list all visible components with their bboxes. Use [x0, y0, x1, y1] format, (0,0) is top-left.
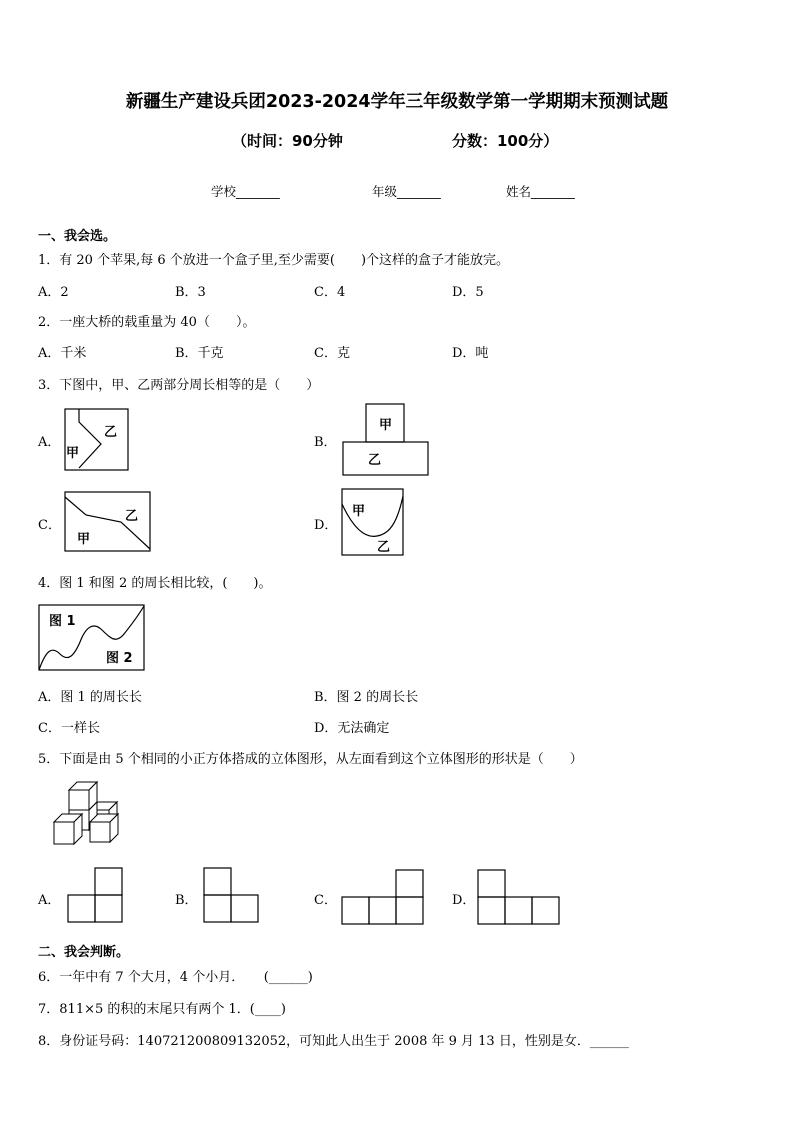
q3-c-yi-label: 乙 [125, 509, 139, 524]
question-6-text: 6．一年中有 7 个大月，4 个小月． (______) [38, 970, 313, 985]
q2-option-b[interactable]: B．千克 [175, 346, 224, 361]
q4-figure [38, 604, 146, 672]
grade-field[interactable]: 年级_______ [372, 184, 441, 199]
question-4-text: 4．图 1 和图 2 的周长相比较，( )。 [38, 576, 272, 591]
q3-b-jia-label: 甲 [379, 418, 393, 433]
q3-figure-c [64, 491, 152, 553]
q3-b-yi-label: 乙 [368, 453, 382, 468]
q4-option-b[interactable]: B．图 2 的周长长 [314, 690, 419, 705]
q3-a-yi-label: 乙 [104, 425, 118, 440]
q4-option-c[interactable]: C．一样长 [38, 721, 100, 736]
question-8-text: 8．身份证号码：140721200809132052，可知此人出生于 2008 年 9 月 13 日，性别是女．______ [38, 1034, 629, 1049]
question-2-text: 2．一座大桥的载重量为 40（ ）。 [38, 315, 256, 330]
q5-figure-b [203, 867, 261, 924]
q1-option-d[interactable]: D．5 [452, 285, 484, 300]
q4-fig2-label: 图 2 [106, 651, 133, 666]
q3-figure-a [64, 408, 130, 472]
q5-cube-figure [52, 780, 128, 854]
q3-d-yi-label: 乙 [377, 540, 391, 555]
q4-option-d[interactable]: D．无法确定 [314, 721, 390, 736]
q5-option-c[interactable]: C． [314, 893, 337, 908]
section-heading-judge: 二、我会判断。 [38, 945, 130, 960]
question-7-text: 7．811×5 的积的末尾只有两个 1．(____) [38, 1002, 286, 1017]
exam-score: 分数：100分） [452, 132, 559, 150]
q3-a-jia-label: 甲 [66, 446, 80, 461]
q3-d-jia-label: 甲 [352, 504, 366, 519]
q3-option-b[interactable]: B． [314, 435, 337, 450]
q5-option-b[interactable]: B． [175, 893, 198, 908]
q5-option-a[interactable]: A． [38, 893, 61, 908]
q5-option-d[interactable]: D． [452, 893, 476, 908]
name-field[interactable]: 姓名_______ [506, 184, 575, 199]
q2-option-d[interactable]: D．吨 [452, 346, 489, 361]
q5-figure-c [341, 869, 425, 926]
q3-c-jia-label: 甲 [77, 532, 91, 547]
q1-option-c[interactable]: C．4 [314, 285, 346, 300]
question-3-text: 3．下图中，甲、乙两部分周长相等的是（ ） [38, 378, 320, 393]
q1-option-b[interactable]: B．3 [175, 285, 206, 300]
q1-option-a[interactable]: A．2 [38, 285, 69, 300]
q2-option-c[interactable]: C．克 [314, 346, 350, 361]
section-heading-choice: 一、我会选。 [38, 229, 117, 244]
q3-option-a[interactable]: A． [38, 435, 61, 450]
q3-figure-d [341, 488, 405, 558]
question-5-text: 5．下面是由 5 个相同的小正方体搭成的立体图形，从左面看到这个立体图形的形状是（ ） [38, 752, 583, 767]
exam-time: （时间：90分钟 [232, 132, 343, 150]
q5-figure-a [67, 867, 125, 924]
q3-option-c[interactable]: C． [38, 518, 61, 533]
question-1-text: 1．有 20 个苹果,每 6 个放进一个盒子里,至少需要( )个这样的盒子才能放完。 [38, 253, 510, 268]
q3-option-d[interactable]: D． [314, 518, 338, 533]
q4-fig1-label: 图 1 [49, 614, 76, 629]
page-title: 新疆生产建设兵团2023-2024学年三年级数学第一学期期末预测试题 [125, 92, 669, 112]
school-field[interactable]: 学校_______ [211, 184, 280, 199]
q4-option-a[interactable]: A．图 1 的周长长 [38, 690, 142, 705]
q5-figure-d [477, 869, 561, 926]
q2-option-a[interactable]: A．千米 [38, 346, 87, 361]
q3-figure-b [342, 403, 430, 477]
